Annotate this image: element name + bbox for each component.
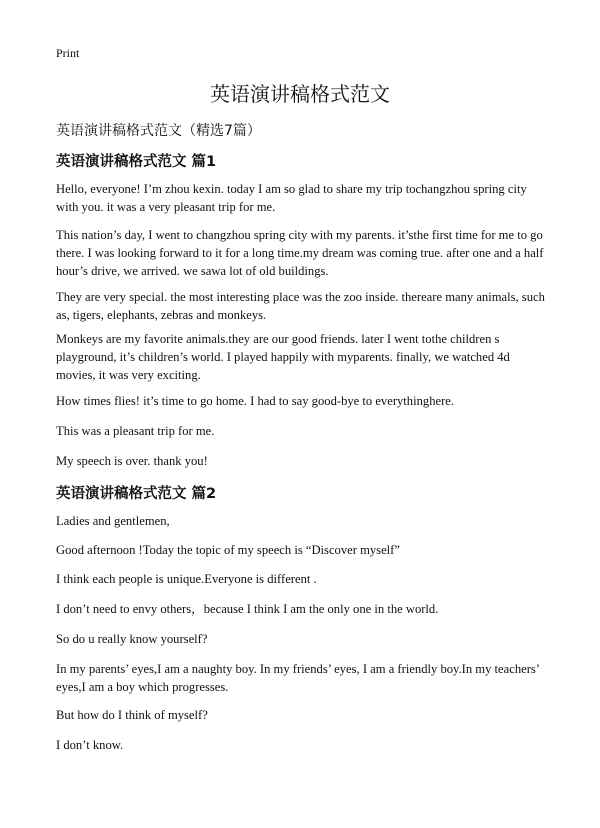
paragraph: In my parents’ eyes,I am a naughty boy. In my friends’ eyes, I am a friendly boy.In my teachers’ eyes,I am a boy which progresses. [56, 662, 540, 694]
section-1-heading: 英语演讲稿格式范文 篇1 [56, 154, 217, 170]
paragraph: Good afternoon !Today the topic of my speech is “Discover myself” [56, 543, 400, 557]
section-2-heading: 英语演讲稿格式范文 篇2 [56, 486, 217, 502]
paragraph: Ladies and gentlemen, [56, 514, 170, 528]
paragraph: So do u really know yourself? [56, 632, 208, 646]
paragraph: I don’t need to envy others，because I think I am the only one in the world. [56, 602, 439, 616]
paragraph: They are very special. the most interesting place was the zoo inside. thereare many animals, such as, tigers, elephants, zebras and monkeys. [56, 290, 545, 322]
paragraph: How times flies! it’s time to go home. I had to say good-bye to everythinghere. [56, 394, 455, 408]
page-title: 英语演讲稿格式范文 [210, 82, 390, 106]
paragraph: But how do I think of myself? [56, 708, 208, 722]
page-subtitle: 英语演讲稿格式范文（精选7篇） [56, 123, 261, 139]
paragraph: Monkeys are my favorite animals.they are our good friends. later I went tothe children s playground, it’s children’s world. I played happily with myparents. finally, we watched 4d movies, it was very exciting. [56, 332, 510, 382]
paragraph: My speech is over. thank you! [56, 454, 208, 468]
paragraph: I think each people is unique.Everyone is different . [56, 572, 317, 586]
paragraph: This was a pleasant trip for me. [56, 424, 215, 438]
paragraph: This nation’s day, I went to changzhou spring city with my parents. it’sthe first time for me to go there. I was looking forward to it for a long time.my dream was coming true. after one and a half hour’s drive, we arrived. we sawa lot of old buildings. [56, 228, 544, 278]
paragraph: Hello, everyone! I’m zhou kexin. today I am so glad to share my trip tochangzhou spring city with you. it was a very pleasant trip for me. [56, 182, 527, 214]
print-label: Print [56, 46, 80, 60]
paragraph: I don’t know. [56, 738, 124, 752]
